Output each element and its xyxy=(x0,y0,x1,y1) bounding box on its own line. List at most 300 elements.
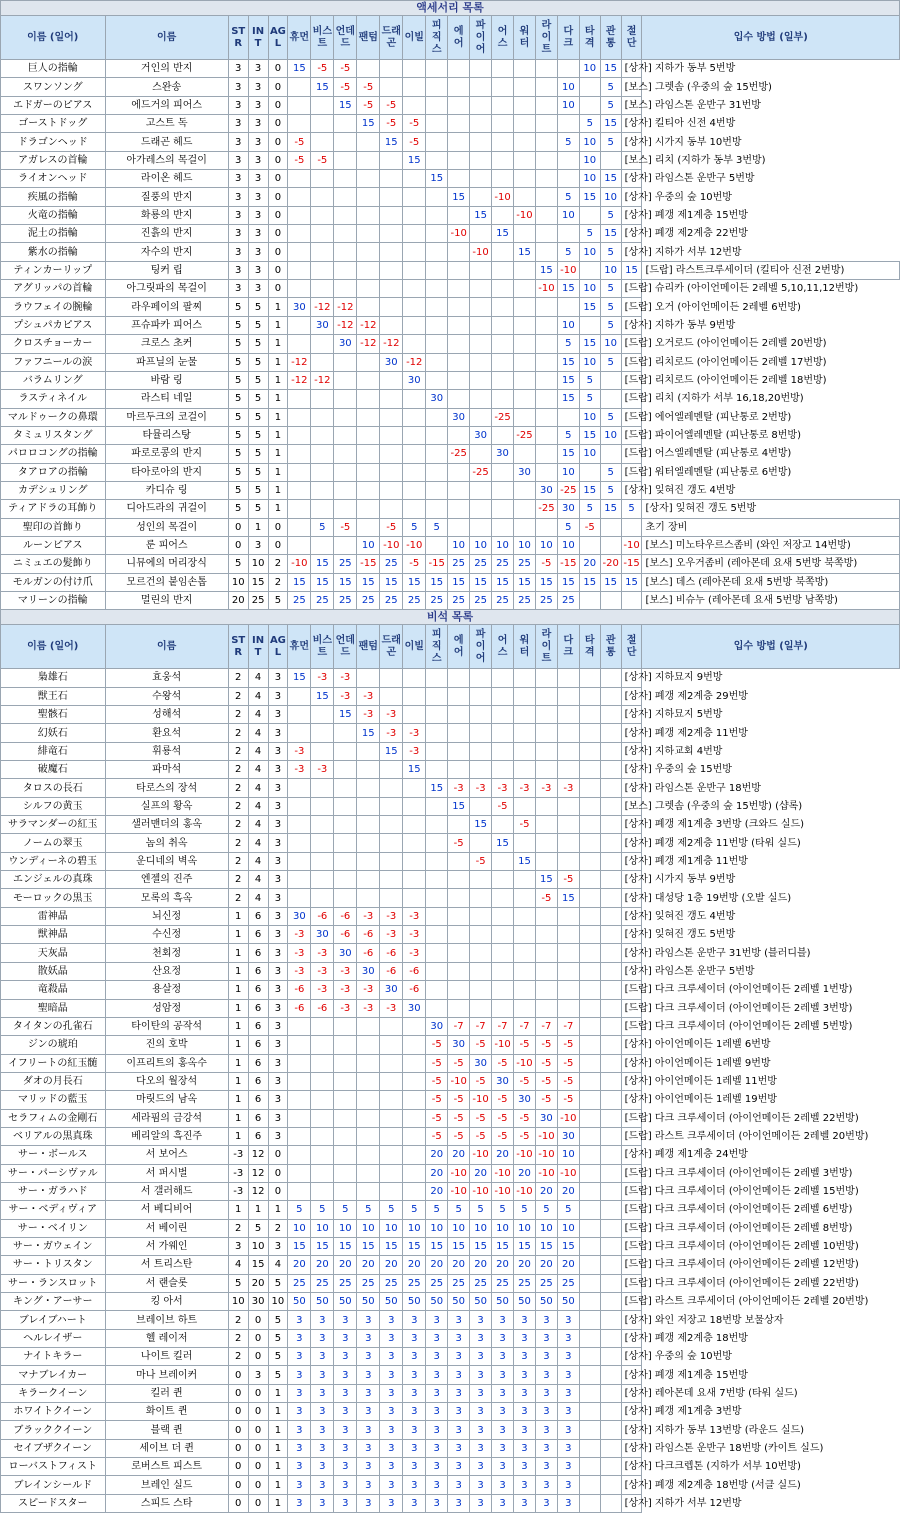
stat-cell: 10 xyxy=(557,206,579,224)
stat-cell: 5 xyxy=(288,1201,311,1219)
stat-cell xyxy=(334,1017,357,1035)
stat-cell: -25 xyxy=(557,481,579,499)
stat-cell xyxy=(311,779,334,797)
stat-cell: 5 xyxy=(621,500,642,518)
stat-cell xyxy=(288,1164,311,1182)
name-ko-cell: 서 베디비어 xyxy=(105,1201,228,1219)
stat-cell: 1 xyxy=(228,944,248,962)
stat-cell xyxy=(426,834,448,852)
stat-cell xyxy=(403,298,426,316)
stat-cell xyxy=(334,852,357,870)
stat-cell xyxy=(557,999,579,1017)
name-jp-cell: ウンディーネの碧玉 xyxy=(1,852,106,870)
stat-cell: 5 xyxy=(600,78,621,96)
stat-cell: 5 xyxy=(248,298,268,316)
name-ko-cell: 팅커 립 xyxy=(105,261,228,279)
stat-cell xyxy=(557,944,579,962)
stat-cell: 5 xyxy=(228,353,248,371)
header-col: 타격 xyxy=(579,16,600,60)
stat-cell xyxy=(535,852,557,870)
stat-cell xyxy=(600,1182,621,1200)
stat-cell: -10 xyxy=(535,1127,557,1145)
stat-cell: 1 xyxy=(268,1494,288,1512)
stat-cell: 3 xyxy=(403,1458,426,1476)
stat-cell xyxy=(535,962,557,980)
source-cell: [상자] 레아몬데 요새 7번방 (타워 실드) xyxy=(621,1384,642,1402)
stat-cell xyxy=(426,188,448,206)
stat-cell xyxy=(557,706,579,724)
stat-cell: 15 xyxy=(535,261,557,279)
source-cell: [드랍] 오거 (아이언메이든 2레벨 6번방) xyxy=(621,298,642,316)
stat-cell: 20 xyxy=(448,1146,470,1164)
stat-cell xyxy=(426,426,448,444)
name-jp-cell: アグリッパの首輪 xyxy=(1,280,106,298)
stat-cell xyxy=(514,999,536,1017)
stat-cell: -10 xyxy=(535,280,557,298)
name-ko-cell: 실프의 황옥 xyxy=(105,797,228,815)
stat-cell xyxy=(470,907,492,925)
stat-cell xyxy=(535,133,557,151)
stat-cell xyxy=(579,926,600,944)
stat-cell: -10 xyxy=(448,225,470,243)
stat-cell xyxy=(557,115,579,133)
stat-cell: -5 xyxy=(288,133,311,151)
stat-cell: 25 xyxy=(514,555,536,573)
stat-cell: -12 xyxy=(311,371,334,389)
stat-cell: 3 xyxy=(426,1421,448,1439)
stat-cell: 4 xyxy=(248,871,268,889)
name-jp-cell: 聖印の首飾り xyxy=(1,518,106,536)
source-cell: [상자] 라임스톤 운반구 31번방 (블러디블) xyxy=(621,944,642,962)
source-cell: [드랍] 슈리카 (아이언메이든 2레벨 5,10,11,12번방) xyxy=(621,280,642,298)
stat-cell: -3 xyxy=(403,907,426,925)
stat-cell xyxy=(426,999,448,1017)
stat-cell xyxy=(579,1219,600,1237)
stat-cell: 5 xyxy=(228,445,248,463)
name-jp-cell: バラムリング xyxy=(1,371,106,389)
stat-cell: 30 xyxy=(380,353,403,371)
stat-cell: 3 xyxy=(228,1237,248,1255)
name-ko-cell: 다오의 월장석 xyxy=(105,1072,228,1090)
stat-cell: 10 xyxy=(426,1219,448,1237)
stat-cell: 0 xyxy=(268,280,288,298)
name-jp-cell: カデシュリング xyxy=(1,481,106,499)
stat-cell: 0 xyxy=(228,1421,248,1439)
stat-cell xyxy=(579,1164,600,1182)
stat-cell xyxy=(470,518,492,536)
stat-cell xyxy=(403,687,426,705)
stat-cell xyxy=(579,463,600,481)
stat-cell: -3 xyxy=(228,1146,248,1164)
stat-cell xyxy=(470,133,492,151)
stat-cell xyxy=(492,907,514,925)
stat-cell: 6 xyxy=(248,907,268,925)
stat-cell: 3 xyxy=(403,1439,426,1457)
stat-cell: 3 xyxy=(288,1458,311,1476)
source-cell: [상자] 폐갱 제2계층 18번방 (서클 실드) xyxy=(621,1476,642,1494)
stat-cell xyxy=(600,1256,621,1274)
name-ko-cell: 진의 호박 xyxy=(105,1036,228,1054)
stat-cell: 4 xyxy=(248,724,268,742)
stat-cell: 3 xyxy=(268,1017,288,1035)
name-jp-cell: ドラゴンヘッド xyxy=(1,133,106,151)
name-ko-cell: 수왕석 xyxy=(105,687,228,705)
stat-cell xyxy=(492,335,514,353)
stat-cell xyxy=(535,151,557,169)
stat-cell xyxy=(579,1348,600,1366)
stat-cell: 3 xyxy=(514,1384,536,1402)
stat-cell xyxy=(357,1091,380,1109)
table-row xyxy=(1,834,900,852)
stat-cell xyxy=(334,463,357,481)
stat-cell xyxy=(600,518,621,536)
stat-cell: 25 xyxy=(470,591,492,609)
stat-cell: 0 xyxy=(268,536,288,554)
name-jp-cell: ラスティネイル xyxy=(1,390,106,408)
stat-cell: 20 xyxy=(514,1164,536,1182)
stat-cell xyxy=(470,999,492,1017)
stat-cell xyxy=(514,907,536,925)
stat-cell: 3 xyxy=(492,1348,514,1366)
stat-cell xyxy=(492,170,514,188)
stat-cell: 1 xyxy=(228,1036,248,1054)
stat-cell xyxy=(380,1164,403,1182)
name-jp-cell: 疾風の指輪 xyxy=(1,188,106,206)
name-jp-cell: ブレイブハート xyxy=(1,1311,106,1329)
header-source: 입수 방법 (일부) xyxy=(642,625,900,669)
table-row xyxy=(1,1494,900,1512)
stat-cell xyxy=(535,298,557,316)
stat-cell: 5 xyxy=(268,1311,288,1329)
stat-cell: 3 xyxy=(514,1366,536,1384)
name-jp-cell: ルーンピアス xyxy=(1,536,106,554)
stat-cell: 0 xyxy=(268,96,288,114)
stat-cell xyxy=(448,335,470,353)
source-cell: [상자] 폐갱 제2계층 11번방 xyxy=(621,724,642,742)
stat-cell xyxy=(288,816,311,834)
header-col: 워터 xyxy=(514,16,536,60)
stat-cell xyxy=(311,280,334,298)
header-col: 에어 xyxy=(448,16,470,60)
name-ko-cell: 서 랜슬롯 xyxy=(105,1274,228,1292)
stat-cell: 5 xyxy=(557,1201,579,1219)
stat-cell: 3 xyxy=(448,1366,470,1384)
stat-cell xyxy=(535,60,557,78)
table-row xyxy=(1,170,900,188)
stat-cell: 15 xyxy=(357,115,380,133)
stat-cell: 5 xyxy=(228,481,248,499)
stat-cell xyxy=(470,371,492,389)
name-jp-cell: サー・ランスロット xyxy=(1,1274,106,1292)
stat-cell xyxy=(357,206,380,224)
stat-cell: 3 xyxy=(557,1348,579,1366)
stat-cell xyxy=(448,60,470,78)
stat-cell xyxy=(600,1127,621,1145)
stat-cell: 25 xyxy=(288,591,311,609)
name-ko-cell: 샐러맨더의 홍옥 xyxy=(105,816,228,834)
name-jp-cell: サラマンダーの紅玉 xyxy=(1,816,106,834)
stat-cell: 3 xyxy=(492,1458,514,1476)
stat-cell: -5 xyxy=(535,889,557,907)
stat-cell: 50 xyxy=(514,1293,536,1311)
stat-cell: 3 xyxy=(357,1384,380,1402)
stat-cell: 10 xyxy=(579,151,600,169)
stat-cell: 15 xyxy=(470,816,492,834)
stat-cell: 3 xyxy=(380,1476,403,1494)
stat-cell: 10 xyxy=(228,1293,248,1311)
stat-cell xyxy=(535,834,557,852)
stat-cell: 25 xyxy=(448,1274,470,1292)
stat-cell xyxy=(334,115,357,133)
stat-cell: -5 xyxy=(448,1091,470,1109)
stat-cell xyxy=(357,371,380,389)
stat-cell: 0 xyxy=(268,188,288,206)
stat-cell: 6 xyxy=(248,1036,268,1054)
stat-cell: 15 xyxy=(535,1237,557,1255)
stat-cell: 3 xyxy=(248,133,268,151)
stat-cell xyxy=(426,481,448,499)
stat-cell: 25 xyxy=(535,591,557,609)
stat-cell: 3 xyxy=(248,261,268,279)
stat-cell xyxy=(448,206,470,224)
source-cell: [상자] 라임스톤 운반구 5번방 xyxy=(621,170,642,188)
stat-cell: 0 xyxy=(228,1458,248,1476)
stat-cell xyxy=(600,779,621,797)
stat-cell xyxy=(334,353,357,371)
stat-cell: 3 xyxy=(311,1476,334,1494)
stat-cell: 25 xyxy=(334,555,357,573)
stat-cell: 3 xyxy=(268,871,288,889)
stat-cell: 1 xyxy=(228,1127,248,1145)
stat-cell: 3 xyxy=(268,999,288,1017)
stat-cell: 10 xyxy=(268,1293,288,1311)
stat-cell: 20 xyxy=(426,1164,448,1182)
stat-cell: 3 xyxy=(470,1476,492,1494)
stat-cell: 30 xyxy=(557,500,579,518)
stat-cell: 3 xyxy=(228,60,248,78)
stat-cell: -3 xyxy=(311,981,334,999)
name-jp-cell: 緋竜石 xyxy=(1,742,106,760)
stat-cell: 4 xyxy=(268,1256,288,1274)
stat-cell xyxy=(426,225,448,243)
stat-cell: 10 xyxy=(228,573,248,591)
name-ko-cell: 성암정 xyxy=(105,999,228,1017)
source-cell: [상자] 폐갱 제1계층 11번방 xyxy=(621,852,642,870)
stat-cell xyxy=(357,426,380,444)
stat-cell: 2 xyxy=(228,706,248,724)
stat-cell xyxy=(470,944,492,962)
stat-cell xyxy=(514,298,536,316)
header-col: INT xyxy=(248,625,268,669)
stat-cell: -5 xyxy=(311,151,334,169)
stat-cell xyxy=(579,871,600,889)
stat-cell: 3 xyxy=(228,96,248,114)
stat-cell: 15 xyxy=(514,1237,536,1255)
stat-cell xyxy=(448,78,470,96)
stat-cell: 3 xyxy=(334,1329,357,1347)
name-ko-cell: 로버스트 피스트 xyxy=(105,1458,228,1476)
stat-cell xyxy=(514,962,536,980)
stat-cell: 25 xyxy=(535,1274,557,1292)
stat-cell xyxy=(535,353,557,371)
stat-cell xyxy=(600,1476,621,1494)
name-jp-cell: 天灰晶 xyxy=(1,944,106,962)
stat-cell: 15 xyxy=(448,1237,470,1255)
stat-cell: -3 xyxy=(334,962,357,980)
stat-cell xyxy=(403,1109,426,1127)
stat-cell xyxy=(535,188,557,206)
stat-cell: 6 xyxy=(248,944,268,962)
stat-cell: -12 xyxy=(334,298,357,316)
header-name-ko: 이름 xyxy=(105,625,228,669)
stat-cell xyxy=(557,907,579,925)
stat-cell: 30 xyxy=(311,316,334,334)
stat-cell: -3 xyxy=(334,999,357,1017)
stat-cell: -5 xyxy=(514,1127,536,1145)
stat-cell xyxy=(403,1036,426,1054)
stat-cell: 4 xyxy=(248,687,268,705)
stat-cell xyxy=(380,188,403,206)
stat-cell: 5 xyxy=(248,408,268,426)
stat-cell: 3 xyxy=(470,1458,492,1476)
stat-cell: 4 xyxy=(248,761,268,779)
stat-cell xyxy=(579,1182,600,1200)
stat-cell xyxy=(380,481,403,499)
name-jp-cell: エドガーのピアス xyxy=(1,96,106,114)
stat-cell xyxy=(600,926,621,944)
name-ko-cell: 자수의 반지 xyxy=(105,243,228,261)
stat-cell xyxy=(288,1054,311,1072)
stat-cell: -6 xyxy=(357,926,380,944)
stat-cell: 3 xyxy=(334,1476,357,1494)
stat-cell: 50 xyxy=(311,1293,334,1311)
stat-cell: 1 xyxy=(268,1439,288,1457)
stat-cell: 1 xyxy=(228,981,248,999)
stat-cell xyxy=(357,1127,380,1145)
stat-cell xyxy=(380,280,403,298)
stat-cell: 15 xyxy=(579,188,600,206)
stat-cell: 5 xyxy=(600,243,621,261)
stat-cell xyxy=(426,871,448,889)
stat-cell: 50 xyxy=(492,1293,514,1311)
stat-cell xyxy=(311,426,334,444)
stat-cell: 3 xyxy=(403,1384,426,1402)
name-jp-cell: サー・ガウェイン xyxy=(1,1237,106,1255)
stat-cell xyxy=(470,687,492,705)
stat-cell xyxy=(600,981,621,999)
stat-cell: 3 xyxy=(248,170,268,188)
stat-cell: 3 xyxy=(228,115,248,133)
stat-cell: 3 xyxy=(357,1439,380,1457)
stat-cell: -12 xyxy=(334,316,357,334)
stat-cell xyxy=(334,1146,357,1164)
name-ko-cell: 타이탄의 공작석 xyxy=(105,1017,228,1035)
name-jp-cell: クロスチョーカー xyxy=(1,335,106,353)
stat-cell: 15 xyxy=(380,133,403,151)
stat-cell: 30 xyxy=(492,445,514,463)
stat-cell: 1 xyxy=(268,408,288,426)
stat-cell xyxy=(334,280,357,298)
stat-cell xyxy=(470,390,492,408)
stat-cell: 30 xyxy=(334,944,357,962)
stat-cell: 10 xyxy=(579,243,600,261)
stat-cell: 3 xyxy=(311,1421,334,1439)
stat-cell xyxy=(600,1439,621,1457)
stat-cell xyxy=(492,669,514,687)
name-ko-cell: 모록의 흑옥 xyxy=(105,889,228,907)
source-cell: [상자] 잊혀진 갱도 4번방 xyxy=(621,907,642,925)
name-ko-cell: 마나 브레이커 xyxy=(105,1366,228,1384)
source-cell: [상자] 라임스톤 운반구 5번방 xyxy=(621,962,642,980)
stat-cell xyxy=(600,151,621,169)
stat-cell xyxy=(288,1072,311,1090)
stat-cell: 0 xyxy=(228,1494,248,1512)
stat-cell: 3 xyxy=(380,1439,403,1457)
stat-cell xyxy=(535,742,557,760)
stat-cell: 10 xyxy=(600,335,621,353)
table-row xyxy=(1,298,900,316)
stat-cell xyxy=(357,669,380,687)
header-col: 절단 xyxy=(621,625,642,669)
name-jp-cell: サー・パーシヴァル xyxy=(1,1164,106,1182)
stat-cell xyxy=(579,1256,600,1274)
stat-cell: 3 xyxy=(248,206,268,224)
stat-cell xyxy=(535,706,557,724)
name-jp-cell: ダオの月長石 xyxy=(1,1072,106,1090)
header-col: 언데드 xyxy=(334,16,357,60)
stat-cell: 6 xyxy=(248,1072,268,1090)
name-jp-cell: ホワイトクイーン xyxy=(1,1403,106,1421)
stat-cell xyxy=(288,206,311,224)
name-jp-cell: 獣王石 xyxy=(1,687,106,705)
stat-cell: 3 xyxy=(426,1476,448,1494)
header-col: 이빌 xyxy=(403,625,426,669)
stat-cell xyxy=(448,981,470,999)
stat-cell: -7 xyxy=(470,1017,492,1035)
stat-cell xyxy=(380,316,403,334)
stat-cell xyxy=(579,1494,600,1512)
stat-cell xyxy=(514,115,536,133)
stat-cell: 25 xyxy=(492,591,514,609)
stat-cell xyxy=(426,261,448,279)
stat-cell xyxy=(380,298,403,316)
stat-cell: 5 xyxy=(228,316,248,334)
source-cell: [드랍] 다크 크루세이더 (아이언메이든 2레벨 22번방) xyxy=(621,1274,642,1292)
stat-cell: 3 xyxy=(311,1348,334,1366)
stat-cell xyxy=(579,1054,600,1072)
stat-cell: 15 xyxy=(557,371,579,389)
stat-cell: 4 xyxy=(248,706,268,724)
stat-cell: 30 xyxy=(426,390,448,408)
stat-cell xyxy=(579,669,600,687)
stat-cell: -6 xyxy=(311,999,334,1017)
stat-cell: 0 xyxy=(268,151,288,169)
source-cell: [상자] 라임스톤 운반구 18번방 xyxy=(621,779,642,797)
stat-cell: 3 xyxy=(268,1054,288,1072)
stat-cell: 3 xyxy=(514,1421,536,1439)
table-row xyxy=(1,1403,900,1421)
name-jp-cell: ブラッククイーン xyxy=(1,1421,106,1439)
stat-cell xyxy=(357,1017,380,1035)
stat-cell xyxy=(600,1164,621,1182)
stat-cell xyxy=(470,962,492,980)
stat-cell: 15 xyxy=(357,573,380,591)
stat-cell: 3 xyxy=(380,1494,403,1512)
stat-cell: 20 xyxy=(470,1256,492,1274)
stat-cell xyxy=(514,706,536,724)
stat-cell: -3 xyxy=(334,669,357,687)
stat-cell xyxy=(357,133,380,151)
